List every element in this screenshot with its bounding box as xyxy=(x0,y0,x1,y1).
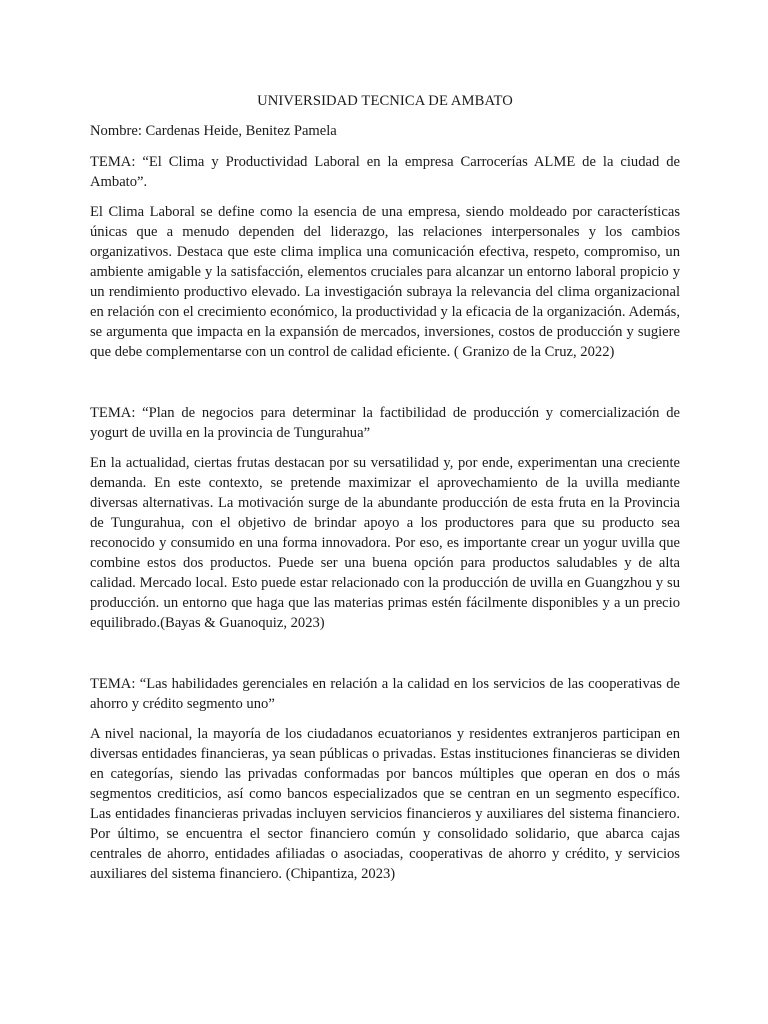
section-3-body: A nivel nacional, la mayoría de los ciudadanos ecuatorianos y residentes extranjeros participan en diversas entidades financieras, ya sean públicas o privadas. Estas instituciones financieras se dividen en categorías, siendo las privadas conformadas por bancos múltiples que operan en dos o más segmentos crediticios, así como bancos especializados que se centran en un segmento específico. Las entidades financieras privadas incluyen servicios financieros y auxiliares del sistema financiero. Por último, se encuentra el sector financiero común y consolidado solidario, que abarca cajas centrales de ahorro, entidades afiliadas o asociadas, cooperativas de ahorro y crédito, y servicios auxiliares del sistema financiero. (Chipantiza, 2023) xyxy=(90,726,680,882)
spacer xyxy=(90,362,680,403)
section-3-tema: TEMA: “Las habilidades gerenciales en relación a la calidad en los servicios de las cooperativas de ahorro y crédito segmento uno” xyxy=(90,676,680,712)
section-2-tema: TEMA: “Plan de negocios para determinar la factibilidad de producción y comercialización de yogurt de uvilla en la provincia de Tungurahua” xyxy=(90,405,680,441)
author-names: Nombre: Cardenas Heide, Benitez Pamela xyxy=(90,123,337,139)
section-1-body: El Clima Laboral se define como la esencia de una empresa, siendo moldeado por características únicas que a menudo dependen del liderazgo, las relaciones interpersonales y los cambios organizativos. Destaca que este clima implica una comunicación efectiva, respeto, compromiso, un ambiente amigable y la satisfacción, elementos cruciales para alcanzar un entorno laboral propicio y un rendimiento productivo elevado. La investigación subraya la relevancia del clima organizacional en relación con el crecimiento económico, la productividad y la eficacia de la organización. Además, se argumenta que impacta en la expansión de mercados, inversiones, costos de producción y sugiere que debe complementarse con un control de calidad eficiente. ( Granizo de la Cruz, 2022) xyxy=(90,204,680,360)
document-page xyxy=(90,91,680,884)
university-title: UNIVERSIDAD TECNICA DE AMBATO xyxy=(257,93,513,109)
spacer xyxy=(90,633,680,674)
section-2-body: En la actualidad, ciertas frutas destacan por su versatilidad y, por ende, experimentan una creciente demanda. En este contexto, se pretende maximizar el aprovechamiento de la uvilla mediante diversas alternativas. La motivación surge de la abundante producción de esta fruta en la Provincia de Tungurahua, con el objetivo de brindar apoyo a los productores para que su producto sea reconocido y consumido en una forma innovadora. Por eso, es importante crear un yogur uvilla que combine estos dos productos. Puede ser una buena opción para productos saludables y de alta calidad. Mercado local. Esto puede estar relacionado con la producción de uvilla en Guangzhou y su producción. un entorno que haga que las materias primas estén fácilmente disponibles y a un precio equilibrado.(Bayas & Guanoquiz, 2023) xyxy=(90,455,680,631)
section-1-tema: TEMA: “El Clima y Productividad Laboral en la empresa Carrocerías ALME de la ciudad de Ambato”. xyxy=(90,154,680,190)
